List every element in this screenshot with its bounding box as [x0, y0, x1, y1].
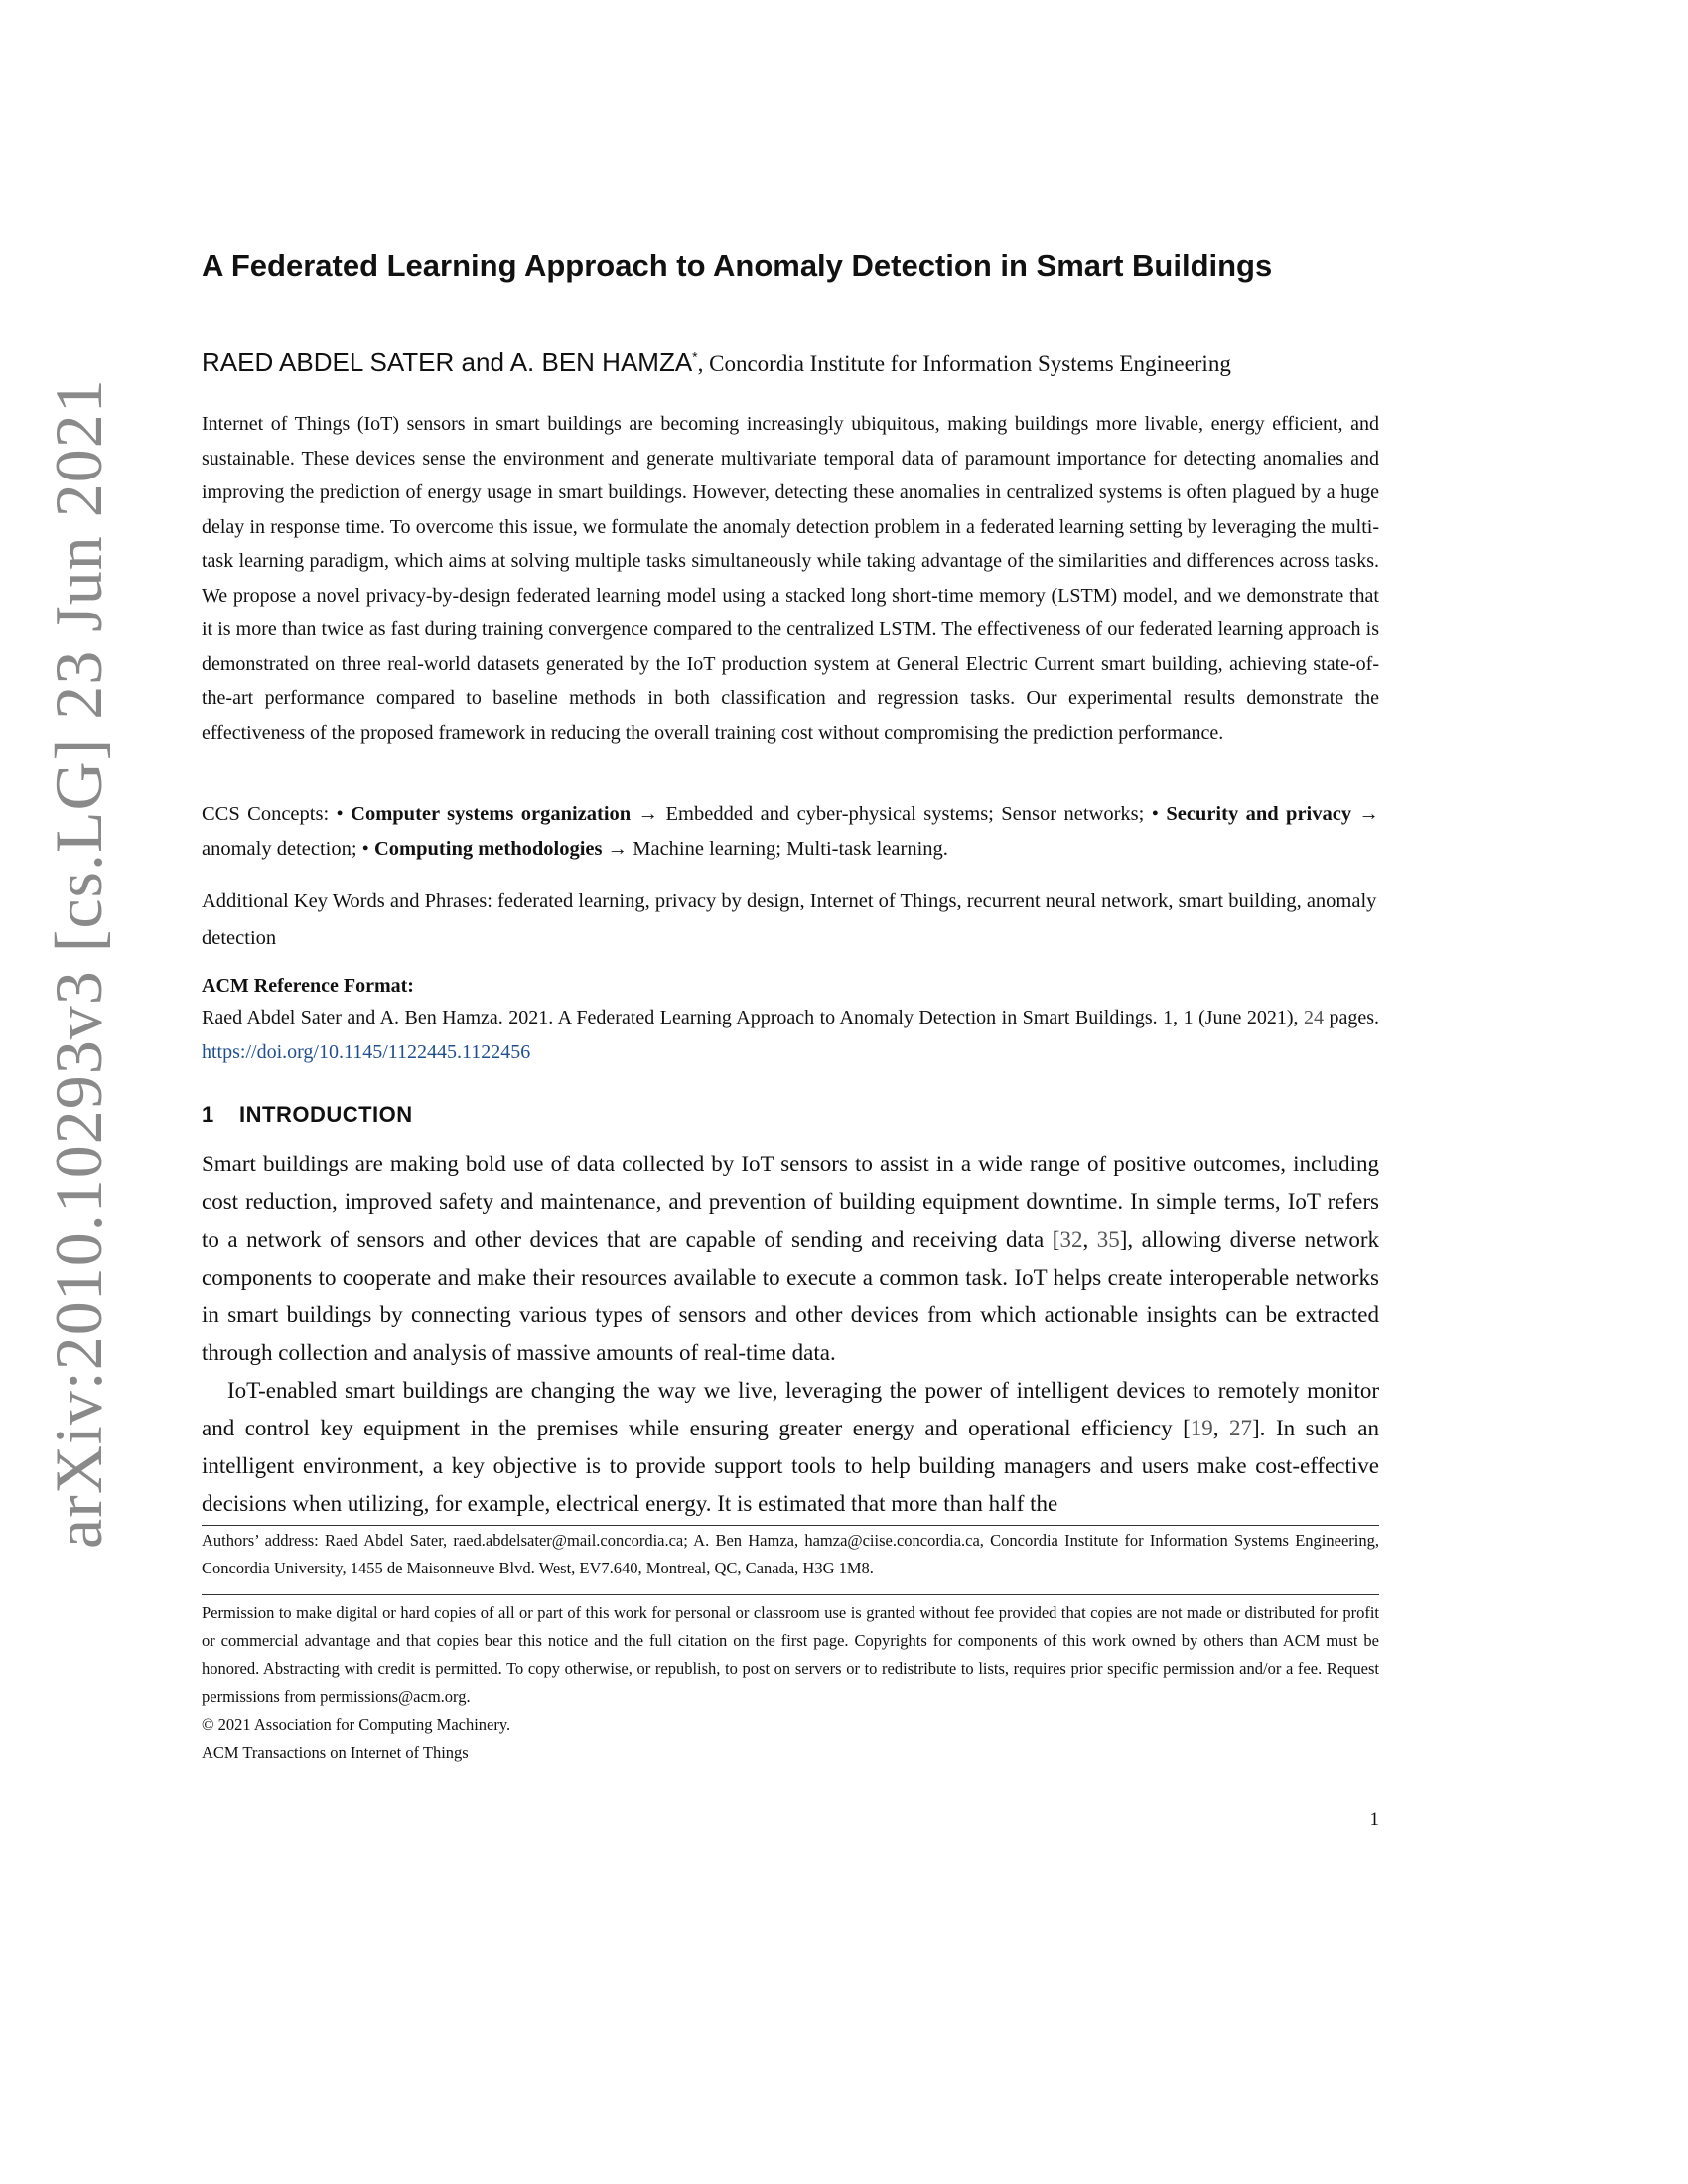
section-heading — [202, 1102, 413, 1128]
ccs-label: CCS Concepts: — [202, 803, 337, 825]
ccs-bullet: • — [1151, 803, 1167, 825]
copyright-notice: © 2021 Association for Computing Machinery. — [202, 1715, 511, 1734]
authors-address: Authors’ address: Raed Abdel Sater, raed.abdelsater@mail.concordia.ca; A. Ben Hamza, hamza@ciise.concordia.ca, Concordia Institute for Information Systems Engineering, Concordia University, 1455 de Maisonneuve Blvd. West, EV7.640, Montreal, QC, Canada, H3G 1M8. — [202, 1531, 1379, 1577]
abstract: Internet of Things (IoT) sensors in smart buildings are becoming increasingly ubiquitous, making buildings more livable, energy efficient, and sustainable. These devices sense the environment and generate multivariate temporal data of paramount importance for detecting anomalies and improving the prediction of energy usage in smart buildings. However, detecting these anomalies in centralized systems is often plagued by a huge delay in response time. To overcome this issue, we formulate the anomaly detection problem in a federated learning setting by leveraging the multi-task learning paradigm, which aims at solving multiple tasks simultaneously while taking advantage of the similarities and differences across tasks. We propose a novel privacy-by-design federated learning model using a stacked long short-time memory (LSTM) model, and we demonstrate that it is more than twice as fast during training convergence compared to the centralized LSTM. The effectiveness of our federated learning approach is demonstrated on three real-world datasets generated by the IoT production system at General Electric Current smart building, achieving state-of-the-art performance compared to baseline methods in both classification and regression tasks. Our experimental results demonstrate the effectiveness of the proposed framework in reducing the overall training cost without compromising the prediction performance. — [202, 413, 1379, 744]
permission-divider — [202, 1594, 1379, 1595]
pages-label: pages. — [1323, 1007, 1379, 1028]
ccs-arrow: → — [602, 838, 633, 860]
ccs-concept-3-detail: Machine learning; Multi-task learning. — [633, 838, 948, 860]
author-names — [202, 347, 698, 377]
page-number: 1 — [1369, 1809, 1379, 1830]
ccs-concept-1: Computer systems organization — [351, 803, 632, 825]
author-names-text: RAED ABDEL SATER and A. BEN HAMZA — [202, 347, 693, 377]
citation-link[interactable]: 35 — [1096, 1227, 1120, 1252]
citation-link[interactable]: 32 — [1059, 1227, 1083, 1252]
acm-reference — [202, 1001, 1379, 1070]
citation-separator: , — [1082, 1227, 1097, 1252]
arxiv-stamp: arXiv:2010.10293v3 [cs.LG] 23 Jun 2021 — [41, 378, 116, 1549]
page-count: 24 — [1303, 1007, 1324, 1028]
footnote-divider — [202, 1525, 1379, 1526]
paragraph-text: IoT-enabled smart buildings are changing the way we live, leveraging the power of intelligent devices to remotely monitor and control key equipment in the premises while ensuring greater energy and operational efficiency [ — [202, 1378, 1379, 1440]
intro-paragraph-1 — [202, 1146, 1379, 1372]
permission-notice: Permission to make digital or hard copies of all or part of this work for personal or classroom use is granted without fee provided that copies are not made or distributed for profit or commercial advantage and that copies bear this notice and the full citation on the first page. Copyrights for components of this work owned by others than ACM must be honored. Abstracting with credit is permitted. To copy otherwise, or republish, to post on servers or to redistribute to lists, requires prior specific permission and/or a fee. Request permissions from permissions@acm.org. — [202, 1603, 1379, 1706]
citation-link[interactable]: 27 — [1229, 1416, 1253, 1440]
ccs-concept-1-detail: Embedded and cyber-physical systems; Sensor networks; — [665, 803, 1152, 825]
ccs-concept-2: Security and privacy — [1166, 803, 1352, 825]
section-number: 1 — [202, 1102, 214, 1127]
paragraph-text: ]. In such an intelligent environment, a key objective is to provide support tools to help building managers and users make cost-effective decisions when utilizing, for example, electrical energy. It is estimated that more than half the — [202, 1416, 1379, 1516]
section-title: INTRODUCTION — [239, 1102, 413, 1127]
introduction-body — [202, 1146, 1379, 1523]
ccs-concepts — [202, 797, 1379, 867]
paragraph-text: Smart buildings are making bold use of data collected by IoT sensors to assist in a wide range of positive outcomes, including cost reduction, improved safety and maintenance, and prevention of building equipment downtime. In simple terms, IoT refers to a network of sensors and other devices that are capable of sending and receiving data [ — [202, 1152, 1379, 1252]
ccs-arrow: → — [631, 803, 666, 825]
paragraph-text: ], allowing diverse network components to cooperate and make their resources available to execute a common task. IoT helps create interoperable networks in smart buildings by connecting various types of sensors and other devices from which actionable insights can be extracted through collection and analysis of massive amounts of real-time data. — [202, 1227, 1379, 1365]
citation-separator: , — [1212, 1416, 1230, 1440]
intro-paragraph-2 — [202, 1372, 1379, 1523]
acm-reference-heading: ACM Reference Format: — [202, 975, 414, 997]
citation-link[interactable]: 19 — [1190, 1416, 1213, 1440]
ccs-concept-2-detail: anomaly detection; — [202, 838, 362, 860]
ccs-bullet: • — [361, 838, 374, 860]
ccs-bullet: • — [336, 803, 352, 825]
acm-reference-text: Raed Abdel Sater and A. Ben Hamza. 2021. A Federated Learning Approach to Anomaly Detection in Smart Buildings. 1, 1 (June 2021), — [202, 1007, 1304, 1028]
journal-name: ACM Transactions on Internet of Things — [202, 1743, 469, 1762]
corresponding-author-mark: * — [692, 348, 698, 365]
ccs-concept-3: Computing methodologies — [373, 838, 603, 860]
author-affiliation: , Concordia Institute for Information Systems Engineering — [697, 351, 1231, 376]
author-line — [202, 347, 1231, 378]
doi-link[interactable]: https://doi.org/10.1145/1122445.1122456 — [202, 1041, 531, 1063]
keywords: Additional Key Words and Phrases: federated learning, privacy by design, Internet of Things, recurrent neural network, smart building, anomaly detection — [202, 890, 1377, 949]
ccs-arrow: → — [1351, 803, 1380, 825]
paper-title: A Federated Learning Approach to Anomaly Detection in Smart Buildings — [202, 248, 1273, 283]
